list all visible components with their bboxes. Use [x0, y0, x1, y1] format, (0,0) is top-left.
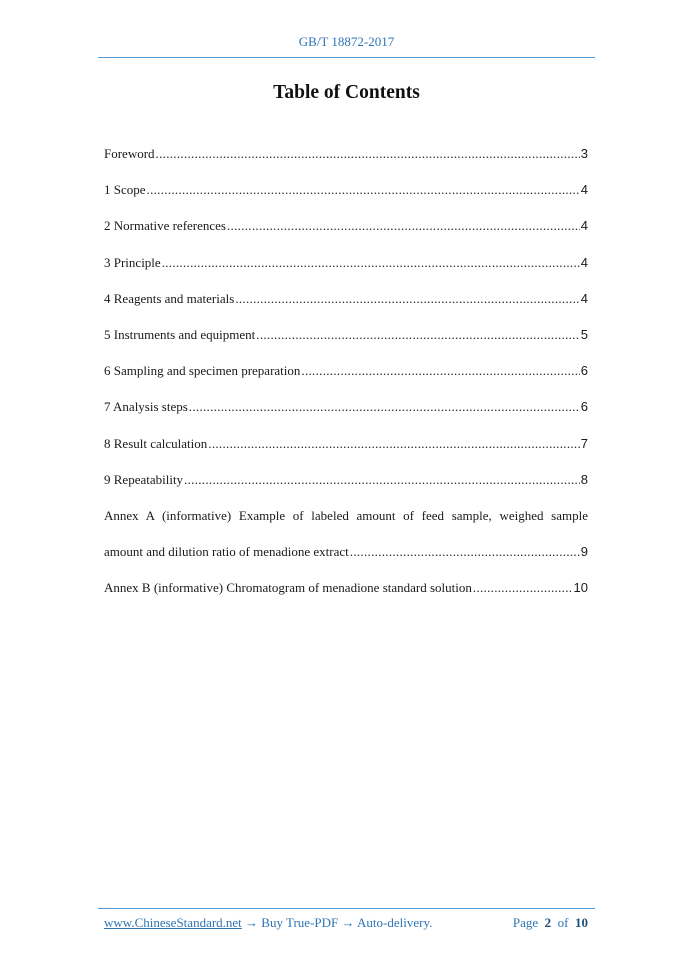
toc-entry-label: Annex B (informative) Chromatogram of menadione standard solution: [104, 580, 472, 596]
toc-entry-scope[interactable]: [104, 172, 588, 208]
toc-entry-instruments[interactable]: [104, 317, 588, 353]
dot-leader: [184, 472, 580, 488]
toc-entry-analysis-steps[interactable]: [104, 389, 588, 425]
dot-leader: [350, 544, 580, 560]
page-current: 2: [544, 915, 552, 930]
toc-entry-repeatability[interactable]: [104, 462, 588, 498]
toc-entry-page: 7: [580, 435, 588, 451]
toc-entry-page: 9: [580, 544, 588, 560]
toc-entry-label: Foreword: [104, 146, 155, 162]
footer-divider: [98, 908, 595, 909]
dot-leader: [227, 218, 580, 234]
toc-entry-label: 7 Analysis steps: [104, 399, 188, 415]
dot-leader: [162, 255, 580, 271]
toc-entry-page: 4: [580, 254, 588, 270]
dot-leader: [208, 436, 580, 452]
toc-entry-sampling[interactable]: [104, 353, 588, 389]
toc-entry-annex-a-line1[interactable]: [104, 498, 588, 534]
toc-entry-label: 2 Normative references: [104, 218, 226, 234]
website-link[interactable]: www.ChineseStandard.net: [104, 915, 242, 930]
toc-entry-label: 4 Reagents and materials: [104, 290, 235, 306]
toc-entry-reagents[interactable]: [104, 281, 588, 317]
toc-entry-label: 1 Scope: [104, 182, 146, 198]
toc-entry-annex-a-line2[interactable]: [104, 534, 588, 570]
toc-entry-foreword[interactable]: [104, 136, 588, 172]
footer-promo-text: → Buy True-PDF → Auto-delivery.: [241, 915, 433, 930]
toc-entry-label: 5 Instruments and equipment: [104, 327, 256, 343]
toc-entry-annex-b[interactable]: [104, 570, 588, 606]
toc-entry-page: 4: [580, 182, 588, 198]
toc-entry-label: 6 Sampling and specimen preparation: [104, 363, 301, 379]
toc-entry-label: amount and dilution ratio of menadione extract: [104, 544, 349, 560]
toc-entry-page: 4: [580, 218, 588, 234]
dot-leader: [473, 580, 573, 596]
toc-entry-normative-references[interactable]: [104, 208, 588, 244]
document-header: [0, 34, 693, 50]
dot-leader: [147, 182, 580, 198]
toc-entry-label: Annex A (informative) Example of labeled amount of feed sample, weighed sample: [104, 507, 588, 523]
dot-leader: [301, 363, 579, 379]
page-of: of: [557, 915, 569, 930]
standard-number: GB/T 18872-2017: [298, 34, 395, 49]
dot-leader: [156, 146, 580, 162]
toc-entry-result-calculation[interactable]: [104, 426, 588, 462]
toc-entry-principle[interactable]: [104, 245, 588, 281]
page-number: [513, 915, 588, 931]
toc-entry-page: 8: [580, 471, 588, 487]
toc-entry-label: 3 Principle: [104, 254, 161, 270]
toc-entry-page: 4: [580, 290, 588, 306]
toc-entry-label: 9 Repeatability: [104, 471, 184, 487]
toc-entry-page: 6: [580, 363, 588, 379]
toc-entry-page: 5: [580, 327, 588, 343]
toc-entry-label: 8 Result calculation: [104, 435, 208, 451]
toc-entry-page: 6: [580, 399, 588, 415]
page-footer: [104, 915, 588, 931]
dot-leader: [256, 327, 579, 343]
toc-entry-page: 3: [580, 146, 588, 162]
dot-leader: [189, 399, 580, 415]
page-total: 10: [575, 915, 588, 930]
header-divider: [98, 57, 595, 58]
dot-leader: [235, 291, 579, 307]
page-title: Table of Contents: [273, 82, 420, 103]
page-word: Page: [512, 915, 539, 930]
toc-entry-page: 10: [573, 580, 588, 596]
table-of-contents: [104, 136, 588, 606]
footer-promo: [104, 915, 432, 931]
